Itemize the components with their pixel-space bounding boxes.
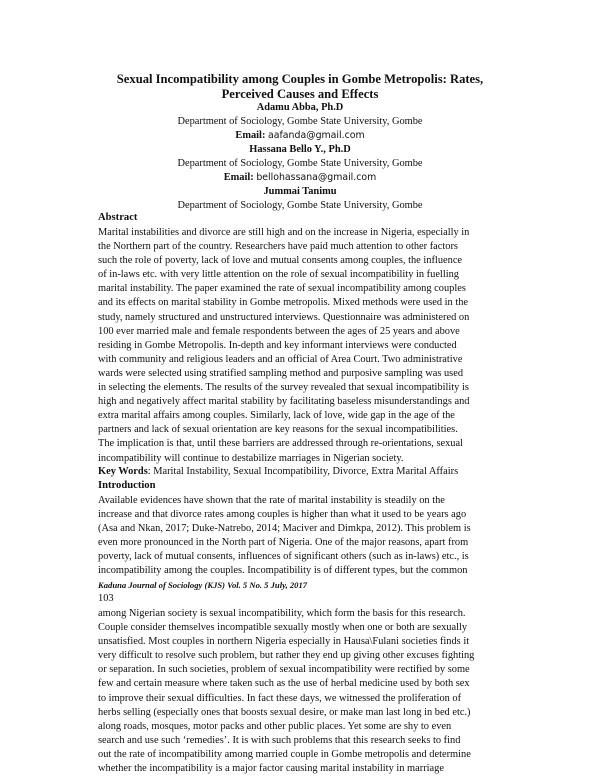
- continued-line: to improve their sexual difficulties. In fact these days, we witnessed the proliferation of: [98, 692, 462, 704]
- author-2-name: Hassana Bello Y., Ph.D: [249, 144, 351, 155]
- author-2-email-line: [60, 171, 540, 185]
- title-line-1: Sexual Incompatibility among Couples in Gombe Metropolis: Rates,: [116, 72, 484, 86]
- author-1-affiliation: Department of Sociology, Gombe State University, Gombe: [177, 116, 423, 127]
- page-number: 103: [98, 593, 114, 604]
- author-2-email: bellohassana@gmail.com: [256, 172, 377, 183]
- abstract-line: Marital instabilities and divorce are still high and on the increase in Nigeria, especially in: [98, 227, 470, 238]
- abstract-line: The implication is that, until these barriers are addressed through re-orientations, sexual: [98, 438, 464, 450]
- continued-line: search and use such ‘remedies’. It is with such problems that this research seeks to find: [98, 734, 461, 746]
- continued-line: out the rate of incompatibility among married couple in Gombe metropolis and determine: [98, 748, 471, 760]
- abstract-line: incompatibility will continue to destabilize marriages in Nigerian society.: [98, 452, 404, 464]
- abstract-line: wards were selected using stratified sampling method and purposive sampling was used: [98, 367, 464, 379]
- intro-line: (Asa and Nkan, 2017; Duke-Natrebo, 2014; Maciver and Dimkpa, 2012). This problem is: [98, 523, 471, 535]
- abstract-line: such the role of poverty, lack of love and mutual consents among couples, the influence: [98, 255, 463, 267]
- continued-line: herbs selling (especially ones that boosts sexual desire, or make man last long in bed etc.): [98, 706, 471, 718]
- author-1-email: aafanda@gmail.com: [268, 130, 365, 141]
- introduction-body: [98, 494, 520, 579]
- abstract-line: 100 ever married male and female respondents between the ages of 25 years and above: [98, 325, 460, 337]
- paper-title: [60, 72, 540, 102]
- author-1-name: Adamu Abba, Ph.D: [256, 102, 344, 113]
- abstract-line: high and negatively affect marital stability by facilitating baseless misunderstandings and: [98, 396, 470, 408]
- intro-line: incompatibility among the couples. Incompatibility is of different types, but the common: [98, 565, 468, 577]
- intro-line: poverty, lack of mutual consents, influences of significant others (such as in-laws) etc., is: [98, 551, 469, 563]
- abstract-line: with community and religious leaders and an official of Area Court. Two administrative: [98, 353, 463, 365]
- author-2-email-label: Email:: [223, 172, 254, 183]
- abstract-line: of in-laws etc. with very little attention on the role of sexual incompatibility in fuelling: [98, 269, 459, 281]
- journal-footer: Kaduna Journal of Sociology (KJS) Vol. 5 No. 5 July, 2017: [98, 580, 308, 590]
- author-3-affiliation: Department of Sociology, Gombe State University, Gombe: [177, 200, 423, 211]
- author-1-email-label: Email:: [235, 130, 266, 141]
- abstract-line: marital instability. The paper examined the rate of sexual incompatibility among couples: [98, 283, 466, 295]
- continued-line: Couple consider themselves incompatible sexually mostly when one or both are sexually: [98, 622, 468, 634]
- title-line-2: Perceived Causes and Effects: [221, 87, 379, 101]
- intro-line: increase and that divorce rates among couples is higher than what it used to be years ago: [98, 509, 467, 521]
- continued-line: few and certain measure where taken such as the use of herbal medicine used by both sex: [98, 678, 470, 690]
- continued-line: very difficult to resolve such problem, but rather they end up giving other excuses fighting: [98, 650, 475, 662]
- abstract-line: study, namely structured and unstructured interviews. Questionnaire was administered on: [98, 311, 470, 323]
- abstract-line: partners and lack of sexual orientation are key reasons for the sexual incompatibilities.: [98, 424, 458, 436]
- abstract-body: [98, 226, 520, 466]
- keywords-text: : Marital Instability, Sexual Incompatibility, Divorce, Extra Marital Affairs: [147, 466, 459, 477]
- abstract-line: in selecting the elements. The results of the survey revealed that sexual incompatibility is: [98, 382, 469, 394]
- author-2-affiliation: Department of Sociology, Gombe State University, Gombe: [177, 158, 423, 169]
- intro-line: even more pronounced in the North part of Nigeria. One of the major reasons, apart from: [98, 537, 469, 549]
- keywords-line: [98, 466, 458, 477]
- abstract-line: residing in Gombe Metropolis. In-depth and key informant interviews were conducted: [98, 339, 457, 351]
- continued-line: along roads, mosques, motor packs and other public places. Yet some are shy to even: [98, 720, 452, 732]
- intro-line: Available evidences have shown that the rate of marital instability is steadily on the: [98, 495, 445, 506]
- abstract-line: the Northern part of the country. Researchers have paid much attention to other factors: [98, 241, 458, 253]
- continued-line: whether the incompatibility is a major factor causing marital instability in marriage: [98, 763, 444, 775]
- author-3-name: Jummai Tanimu: [263, 186, 337, 197]
- abstract-line: extra marital affairs among couples. Similarly, lack of love, wide gap in the age of the: [98, 410, 455, 422]
- continued-line: or separation. In such societies, problem of sexual incompatibility were rectified by some: [98, 664, 470, 676]
- continued-line: unsatisfied. Most couples in northern Nigeria especially in Hausa\Fulani societies finds it: [98, 636, 470, 648]
- keywords-label: Key Words: [98, 466, 148, 477]
- abstract-heading: Abstract: [98, 212, 138, 223]
- abstract-line: and its effects on marital stability in Gombe metropolis. Mixed methods were used in the: [98, 297, 469, 309]
- continued-line: among Nigerian society is sexual incompatibility, which form the basis for this research.: [98, 608, 466, 619]
- author-1-email-line: [60, 129, 540, 143]
- introduction-heading: Introduction: [98, 480, 156, 491]
- continued-body: [98, 607, 520, 776]
